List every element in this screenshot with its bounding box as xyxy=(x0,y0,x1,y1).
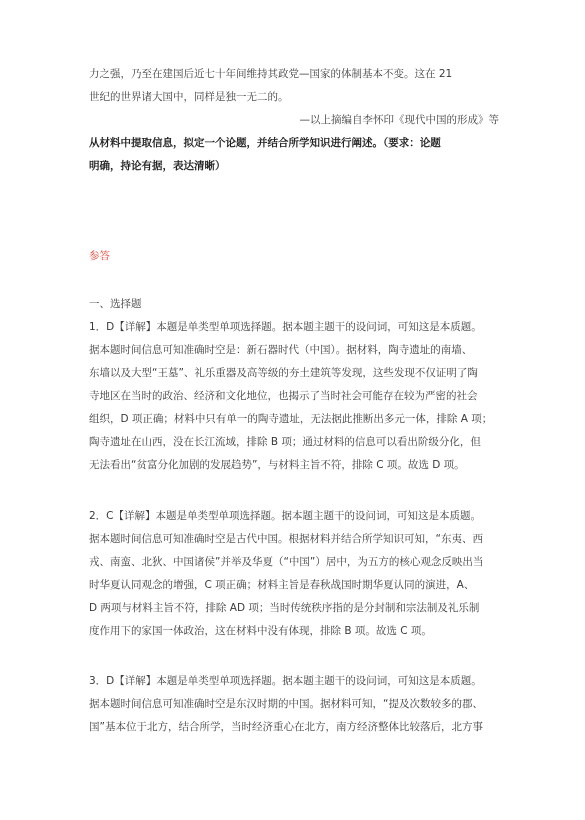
answer-line: 国”基本位于北方，结合所学，当时经济重心在北方，南方经济整体比较落后，北方事 xyxy=(89,721,483,733)
material-attribution: —以上摘编自李怀印《现代中国的形成》等 xyxy=(299,114,499,126)
material-line: 力之强，乃至在建国后近七十年间维持其政党—国家的体制基本不变。这在 21 xyxy=(89,68,453,80)
answer-line: 2．C【详解】本题是单类型单项选择题。据本题主题干的设问词，可知这是本质题。 xyxy=(89,510,482,522)
answer-line: 组织，D 项正确；材料中只有单一的陶寺遗址，无法据此推断出多元一体，排除 A 项； xyxy=(89,413,493,425)
question-line: 从材料中提取信息，拟定一个论题，并结合所学知识进行阐述。（要求：论题 xyxy=(89,137,441,149)
answer-line: 无法看出“贫富分化加剧的发展趋势”，与材料主旨不符，排除 C 项。故选 D 项。 xyxy=(89,459,465,471)
answer-line: 陶寺遗址在山西，没在长江流域，排除 B 项；通过材料的信息可以看出阶级分化，但 xyxy=(89,436,481,448)
answer-line: D 两项与材料主旨不符，排除 AD 项；当时传统秩序指的是分封制和宗法制及礼乐制 xyxy=(89,602,480,614)
answer-1 xyxy=(89,316,499,477)
answer-line: 1．D【详解】本题是单类型单项选择题。据本题主题干的设问词，可知这是本质题。 xyxy=(89,321,482,333)
answer-3 xyxy=(89,670,499,739)
answer-line: 东墙以及大型“王墓”、礼乐重器及高等级的夯土建筑等发现，这些发现不仅证明了陶 xyxy=(89,367,478,379)
answer-line: 戎、南蛮、北狄、中国诸侯”并举及华夏（“中国”）居中，为五方的核心观念反映出当 xyxy=(89,556,484,568)
answer-heading: 参答 xyxy=(89,250,110,262)
question-prompt xyxy=(89,132,499,178)
section-title: 一、选择题 xyxy=(89,298,142,310)
question-line: 明确，持论有据，表达清晰） xyxy=(89,160,226,172)
answer-line: 据本题时间信息可知准确时空是古代中国。根据材料并结合所学知识可知，“东夷、西 xyxy=(89,533,483,545)
answer-line: 时华夏认同观念的增强，C 项正确；材料主旨是春秋战国时期华夏认同的演进，A、 xyxy=(89,579,475,591)
material-line: 世纪的世界诸大国中，同样是独一无二的。 xyxy=(89,91,289,103)
answer-line: 度作用下的家国一体政治，这在材料中没有体现，排除 B 项。故选 C 项。 xyxy=(89,625,432,637)
answer-line: 据本题时间信息可知准确时空是东汉时期的中国。据材料可知，“提及次数较多的郡、 xyxy=(89,698,483,710)
answer-line: 据本题时间信息可知准确时空是：新石器时代（中国）。据材料，陶寺遗址的南墙、 xyxy=(89,344,473,356)
answer-line: 寺地区在当时的政治、经济和文化地位，也揭示了当时社会可能存在较为严密的社会 xyxy=(89,390,478,402)
answer-line: 3．D【详解】本题是单类型单项选择题。据本题主题干的设问词，可知这是本质题。 xyxy=(89,675,482,687)
material-excerpt xyxy=(89,63,499,132)
answer-2 xyxy=(89,505,499,643)
